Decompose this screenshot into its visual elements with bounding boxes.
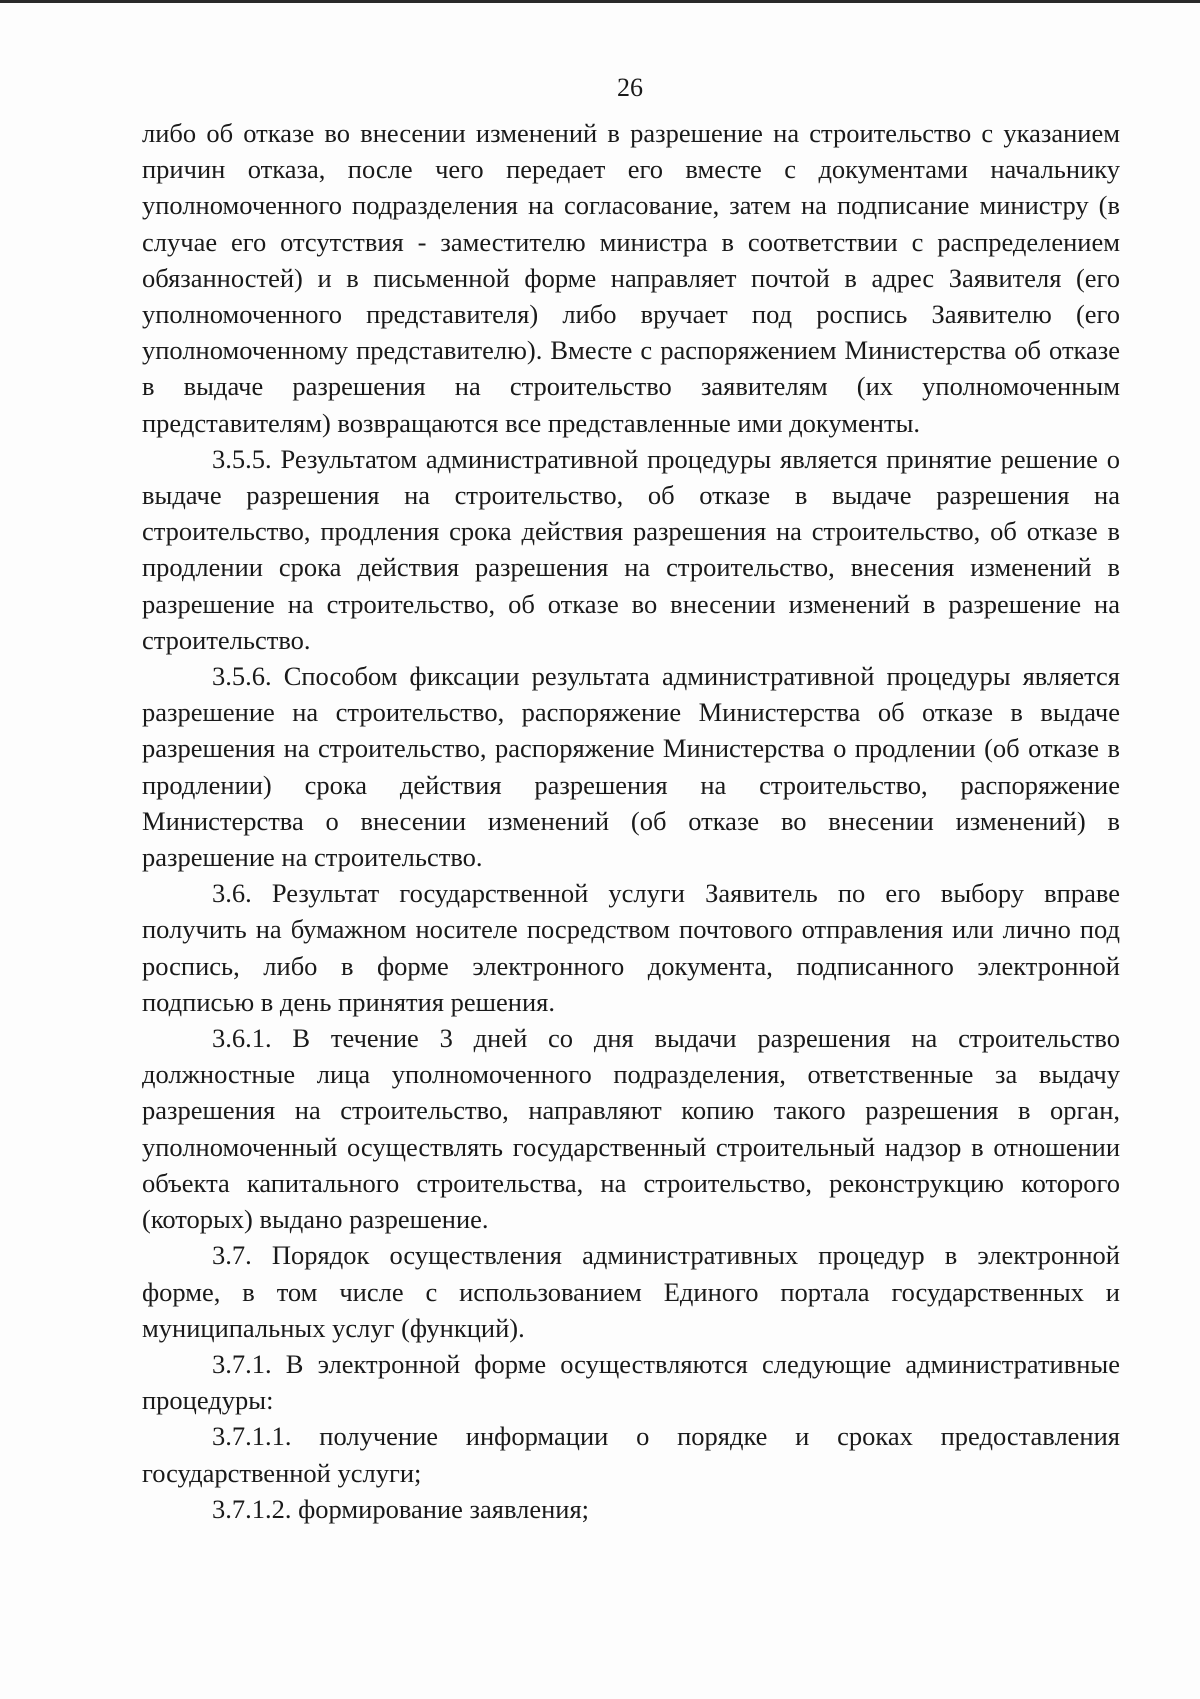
- paragraph-continuation: либо об отказе во внесении изменений в разрешение на строительство с указанием причин отказа, после чего передает его вместе с документами начальнику уполномоченного подразделения на согласование, затем на подписание министру (в случае его отсутствия - заместителю министра в соответствии с распределением обязанностей) и в письменной форме направляет почтой в адрес Заявителя (его уполномоченного представителя) либо вручает под роспись Заявителю (его уполномоченному представителю). Вместе с распоряжением Министерства об отказе в выдаче разрешения на строительство заявителям (их уполномоченным представителям) возвращаются все представленные ими документы.: [142, 118, 1120, 438]
- document-body: [142, 115, 1120, 1527]
- paragraph-3-7-1-2: 3.7.1.2. формирование заявления;: [212, 1493, 590, 1524]
- paragraph-3-5-5: 3.5.5. Результатом административной процедуры является принятие решение о выдаче разрешения на строительство, об отказе в выдаче разрешения на строительство, продления срока действия разрешения на строительство, об отказе в продлении срока действия разрешения на строительство, внесения изменений в разрешение на строительство, об отказе во внесении изменений в разрешение на строительство.: [142, 443, 1120, 655]
- paragraph-3-7-1: 3.7.1. В электронной форме осуществляются следующие административные процедуры:: [142, 1348, 1120, 1416]
- paragraph-3-6-1: 3.6.1. В течение 3 дней со дня выдачи разрешения на строительство должностные лица уполномоченного подразделения, ответственные за выдачу разрешения на строительство, направляют копию такого разрешения в орган, уполномоченный осуществлять государственный строительный надзор в отношении объекта капитального строительства, на строительство, реконструкцию которого (которых) выдано разрешение.: [142, 1023, 1120, 1235]
- page-number: 26: [617, 73, 643, 102]
- paragraph-3-6: 3.6. Результат государственной услуги Заявитель по его выбору вправе получить на бумажном носителе посредством почтового отправления или лично под роспись, либо в форме электронного документа, подписанного электронной подписью в день принятия решения.: [142, 878, 1120, 1017]
- paragraph-3-7-1-1: 3.7.1.1. получение информации о порядке и сроках предоставления государственной услуги;: [142, 1421, 1120, 1488]
- paragraph-3-7: 3.7. Порядок осуществления административных процедур в электронной форме, в том числе с использованием Единого портала государственных и муниципальных услуг (функций).: [142, 1240, 1120, 1343]
- paragraph-3-5-6: 3.5.6. Способом фиксации результата административной процедуры является разрешение на строительство, распоряжение Министерства об отказе в выдаче разрешения на строительство, распоряжение Министерства о продлении (об отказе в продлении) срока действия разрешения на строительство, распоряжение Министерства о внесении изменений (об отказе во внесении изменений) в разрешение на строительство.: [142, 661, 1120, 873]
